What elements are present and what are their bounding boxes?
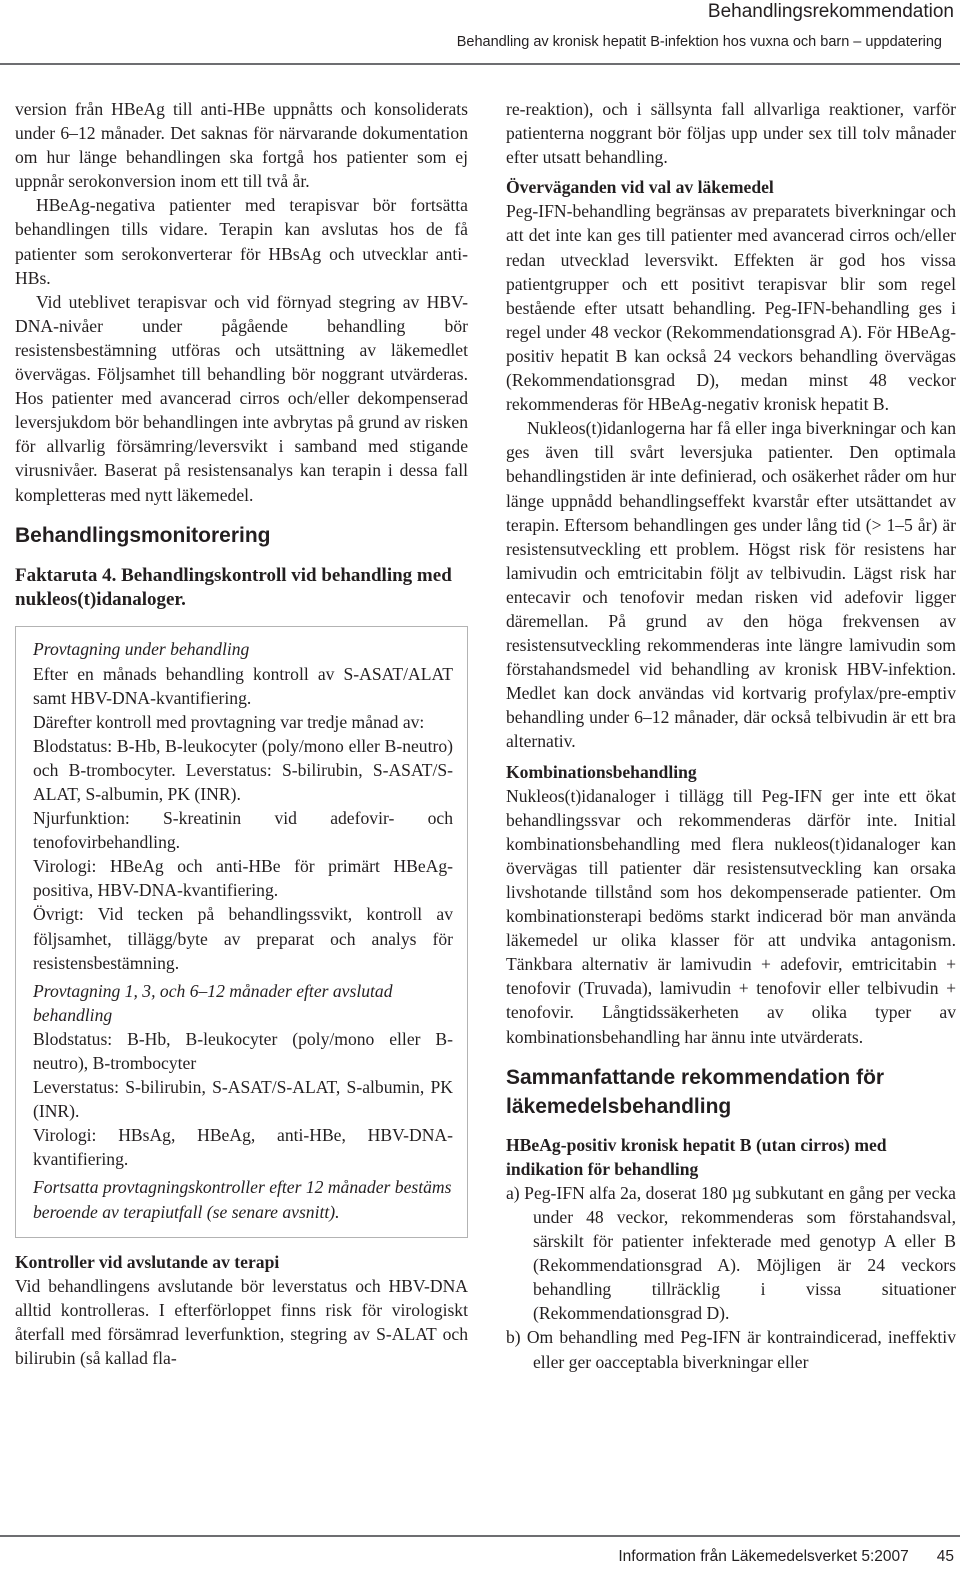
page-number: 45 xyxy=(936,1548,954,1565)
paragraph: Vid uteblivet terapisvar och vid förnyad stegring av HBV-DNA-nivåer under pågående behandling bör resistensbestämning utföras och utsättning av läkemedlet övervägas. Följsamhet till behandling bör noggrant utvärderas. Hos patienter med avancerad cirros och/eller dekompenserad leversjukdom bör behandlingen inte avbrytas på grund av risken för allvarlig försämring/leversvikt i samband med stigande virusnivåer. Baserat på resistensanalys kan terapin i dessa fall kompletteras med nytt läkemedel. xyxy=(15,291,468,505)
page-footer xyxy=(618,1547,954,1567)
paragraph: Vid behandlingens avslutande bör leverstatus och HBV-DNA alltid kontrolleras. I efterförloppet finns risk för virologiskt återfall med försämrad leverfunktion, stegring av S-ALAT och bilirubin (så kallad fla- xyxy=(15,1275,468,1369)
factbox-line: Virologi: HBsAg, HBeAg, anti-HBe, HBV-DNA-kvantifiering. xyxy=(33,1125,453,1170)
running-header-subtitle: Behandling av kronisk hepatit B-infektion hos vuxna och barn – uppdatering xyxy=(456,34,942,50)
subheading-hbeag-positive: HBeAg-positiv kronisk hepatit B (utan cirros) med indikation för behandling xyxy=(506,1134,887,1179)
factbox-title: Faktaruta 4. Behandlingskontroll vid behandling med nukleos(t)idanaloger. xyxy=(15,564,452,610)
subheading-termination-controls: Kontroller vid avslutande av terapi xyxy=(15,1251,280,1272)
factbox-line: Därefter kontroll med provtagning var tredje månad av: xyxy=(33,711,425,732)
paragraph: Nukleos(t)idanaloger i tillägg till Peg-IFN ger inte ett ökat behandlingssvar och rekommenderas därför inte. Initial kombinationsbehandling med flera nukleos(t)idanaloger kan övervägas till patienter där resistensutveckling kan orsaka livshotande tillstånd som hos dekompenserade patienter. Om kombinationsterapi bedöms starkt indicerad bör man använda läkemedel ur olika klasser för att undvika antagonism. Tänkbara alternativ är lamivudin + adefovir, emtricitabin + tenofovir (Truvada), lamivudin + tenofovir eller telbivudin + tenofovir. Långtidssäkerheten av olika typer av kombinationsbehandling har ännu inte utvärderats. xyxy=(506,785,956,1047)
factbox-line: Leverstatus: S-bilirubin, S-ASAT/S-ALAT, S-albumin, PK (INR). xyxy=(33,1077,453,1122)
left-column xyxy=(15,97,468,1370)
factbox-line: Efter en månads behandling kontroll av S-ASAT/ALAT samt HBV-DNA-kvantifiering. xyxy=(33,663,453,708)
right-column xyxy=(506,97,956,1374)
paragraph: version från HBeAg till anti-HBe uppnåtts och konsoliderats under 6–12 månader. Det saknas för närvarande dokumentation om hur länge behandlingen ska fortgå hos patienter som ej uppnår serokonversion inom ett till två år. xyxy=(15,99,468,192)
section-heading-summary: Sammanfattande rekommendation för läkemedelsbehandling xyxy=(506,1065,885,1118)
factbox-line: Övrigt: Vid tecken på behandlingssvikt, kontroll av följsamhet, tillägg/byte av preparat och analys för resistensbestämning. xyxy=(33,904,453,973)
factbox-note: Fortsatta provtagningskontroller efter 12 månader bestäms beroende av terapiutfall (se senare avsnitt). xyxy=(33,1177,452,1222)
paragraph: HBeAg-negativa patienter med terapisvar bör fortsätta behandlingen tills vidare. Terapin kan avslutas hos de få patienter som serokonverterar för HBsAg och utvecklar anti-HBs. xyxy=(15,195,468,288)
list-item-a: a) Peg-IFN alfa 2a, doserat 180 µg subkutant en gång per vecka under 48 veckor, rekommenderas som förstahandsval, särskilt för patienter infekterade med genotyp A eller B (Rekommendationsgrad A). Möjligen är 24 veckors behandling tillräcklig i vissa situationer (Rekommendationsgrad D). xyxy=(506,1182,956,1324)
factbox-subheading: Provtagning 1, 3, och 6–12 månader efter avslutad behandling xyxy=(33,980,393,1025)
section-heading-monitoring: Behandlingsmonitorering xyxy=(15,523,271,547)
factbox xyxy=(15,626,468,1237)
paragraph: re-reaktion), och i sällsynta fall allvarliga reaktioner, varför patienterna noggrant bör följas upp under sex till tolv månader efter utsatt behandling. xyxy=(506,99,956,168)
paragraph: Nukleos(t)idanlogerna har få eller inga biverkningar och kan ges även till svårt leversjuka patienter. Den optimala behandlingstiden är inte definierad, och osäkerhet råder om hur länge uppnådd behandlingseffekt kvarstår efter utsättandet av terapin. Eftersom behandlingen ges under lång tid (> 1–5 år) är resistensutveckling ett problem. Högst risk för resistens har lamivudin och emtricitabin följt av telbivudin. Lägst risk har entecavir och tenofovir medan risken vid adefovir ligger däremellan. På grund av den höga frekvensen av resistensutveckling rekommenderas inte längre lamivudin som förstahandsmedel vid behandling av kronisk HBV-infektion. Medlet kan dock användas vid kortvarig profylax/pre-emptiv behandling under 6–12 månader, där också telbivudin är ett bra alternativ. xyxy=(506,418,956,752)
factbox-line: Njurfunktion: S-kreatinin vid adefovir- och tenofovirbehandling. xyxy=(33,808,453,853)
list-item-b: b) Om behandling med Peg-IFN är kontraindicerad, ineffektiv eller ger oacceptabla biverkningar eller xyxy=(506,1327,956,1372)
subheading-drug-choice: Överväganden vid val av läkemedel xyxy=(506,177,774,198)
factbox-line: Virologi: HBeAg och anti-HBe för primärt HBeAg-positiva, HBV-DNA-kvantifiering. xyxy=(33,856,453,901)
running-header-section: Behandlingsrekommendation xyxy=(707,1,954,22)
header-rule xyxy=(0,63,960,65)
paragraph: Peg-IFN-behandling begränsas av preparatets biverkningar och att det inte kan ges till patienter med avancerad cirros och/eller redan utvecklad leversvikt. Effekten är god hos vissa patientgrupper och ett positivt terapisvar blir som regel bestående efter utsatt behandling. Peg-IFN-behandling ges i regel under 48 veckor (Rekommendationsgrad A). För HBeAg-positiv hepatit B kan också 24 veckors behandling övervägas (Rekommendationsgrad D), medan minst 48 veckor rekommenderas för HBeAg-negativ kronisk hepatit B. xyxy=(506,201,956,415)
factbox-subheading: Provtagning under behandling xyxy=(33,639,250,660)
footer-rule xyxy=(0,1535,960,1537)
factbox-line: Blodstatus: B-Hb, B-leukocyter (poly/mono eller B-neutro), B-trombocyter xyxy=(33,1028,453,1073)
subheading-combination: Kombinationsbehandling xyxy=(506,761,697,782)
footer-source: Information från Läkemedelsverket 5:2007 xyxy=(618,1548,909,1565)
factbox-line: Blodstatus: B-Hb, B-leukocyter (poly/mono eller B-neutro) och B-trombocyter. Leverstatus: S-bilirubin, S-ASAT/S-ALAT, S-albumin, PK (INR). xyxy=(33,735,453,804)
